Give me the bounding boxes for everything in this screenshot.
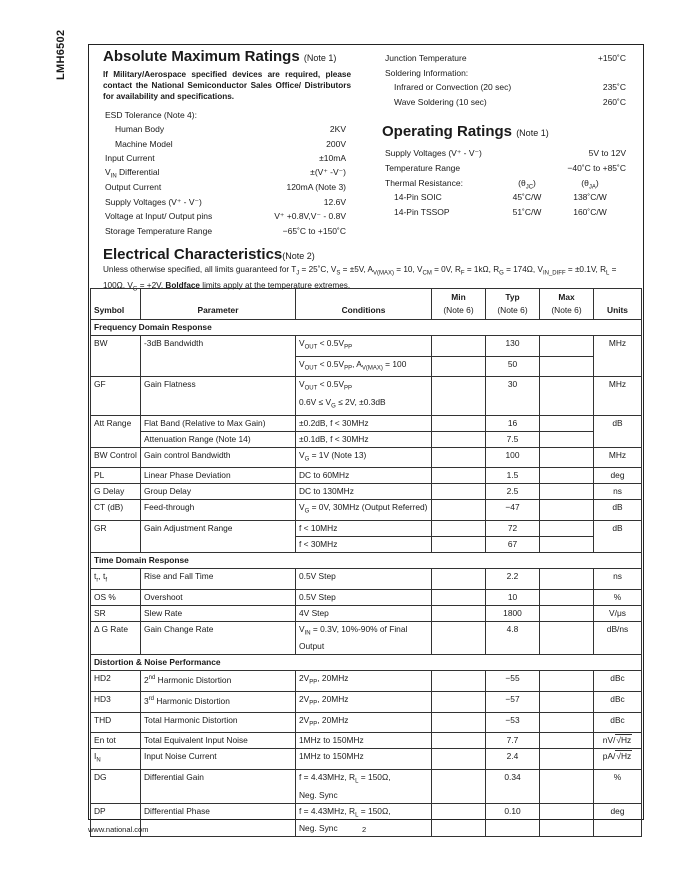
abs-max-title: Absolute Maximum Ratings (Note 1) [103, 48, 337, 65]
table-row: SR Slew Rate 4V Step 1800 V/μs [91, 605, 642, 621]
table-header-row [91, 289, 642, 320]
sqrt-symbol: √Hz [616, 751, 632, 762]
abs-row-machine-model: Machine Model 200V [115, 139, 346, 149]
header-typ: Typ (Note 6) [486, 289, 540, 320]
abs-row-human-body: Human Body 2KV [115, 124, 346, 134]
table-row: Attenuation Range (Note 14) ±0.1dB, f < 30MHz 7.5 [91, 431, 642, 447]
electrical-characteristics-table [90, 288, 642, 837]
op-row-thermal: Thermal Resistance: $(\theta_{JC})$ $(\theta_{JA})$ [385, 178, 599, 191]
sqrt-symbol: √Hz [616, 735, 632, 746]
section-row: Frequency Domain Response [91, 320, 642, 336]
op-row-supply: Supply Voltages (V⁺ - V⁻) 5V to 12V [385, 148, 626, 158]
header-symbol: Symbol [91, 289, 141, 320]
footer-website: www.national.com [88, 825, 149, 834]
op-ratings-title: Operating Ratings (Note 1) [382, 123, 549, 140]
op-row-tssop: 14-Pin TSSOP 51˚C/W 160˚C/W [394, 207, 607, 217]
soldering-label: Soldering Information: [385, 68, 469, 78]
table-row: DG Differential Gain f = 4.43MHz, $R_L = 150\Omega$, Neg. Sync 0.34 % [91, 770, 642, 804]
table-row: $t_r$, $t_f$ Rise and Fall Time 0.5V Step 2.2 ns [91, 569, 642, 590]
table-row: GR Gain Adjustment Range f < 10MHz 72 dB [91, 521, 642, 537]
header-parameter: Parameter [141, 289, 296, 320]
footer-page-number: 2 [362, 825, 367, 834]
table-row: BW Control Gain control Bandwidth $V_G = 1V$ (Note 13) 100 MHz [91, 447, 642, 468]
table-row: BW -3dB Bandwidth $V_{OUT} < 0.5V_{PP}$ 130 MHz [91, 336, 642, 357]
abs-row-wave: Wave Soldering (10 sec) 260˚C [394, 97, 626, 107]
header-min: Min (Note 6) [432, 289, 486, 320]
table-row: Δ G Rate Gain Change Rate $V_{IN} = 0.3V$, 10%-90% of Final Output 4.8 dB/ns [91, 621, 642, 655]
table-row: PL Linear Phase Deviation DC to 60MHz 1.5 deg [91, 468, 642, 484]
abs-row-output-current: Output Current 120mA (Note 3) [105, 182, 346, 192]
abs-row-storage: Storage Temperature Range −65˚C to +150˚C [105, 226, 346, 236]
table-row: G Delay Group Delay DC to 130MHz 2.5 ns [91, 484, 642, 500]
part-number-label: LMH6502 [55, 29, 67, 80]
header-units: Units [594, 289, 642, 320]
table-row: GF Gain Flatness $V_{OUT} < 0.5V_{PP}$ $0.6V \le V_G \le 2V$, ±0.3dB 30 MHz [91, 377, 642, 415]
section-row: Time Domain Response [91, 553, 642, 569]
op-row-temp: Temperature Range −40˚C to +85˚C [385, 163, 626, 173]
table-row: DP Differential Phase f = 4.43MHz, $R_L = 150\Omega$, Neg. Sync 0.10 deg [91, 803, 642, 837]
table-row: CT (dB) Feed-through $V_G = 0V$, 30MHz (Output Referred) −47 dB [91, 500, 642, 521]
table-row: $V_{OUT} < 0.5V_{PP}$, $A_{V(MAX)} = 100$ 50 [91, 356, 642, 377]
abs-row-infrared: Infrared or Convection (20 sec) 235˚C [394, 82, 626, 92]
abs-row-pins: Voltage at Input/ Output pins V⁺ +0.8V,V⁻ - 0.8V [105, 211, 346, 221]
abs-max-warning: If Military/Aerospace specified devices are required, please contact the National Semiconductor Sales Office/ Distributors for availability and specifications. [103, 70, 351, 101]
elec-title: Electrical Characteristics(Note 2) [103, 246, 315, 263]
table-row: Att Range Flat Band (Relative to Max Gain) ±0.2dB, f < 30MHz 16 dB [91, 415, 642, 431]
header-conditions: Conditions [296, 289, 432, 320]
table-row: f < 30MHz 67 [91, 537, 642, 553]
table-row: En tot Total Equivalent Input Noise 1MHz to 150MHz 7.7 nV/√Hz [91, 733, 642, 749]
abs-row-input-current: Input Current ±10mA [105, 153, 346, 163]
table-row: $I_N$ Input Noise Current 1MHz to 150MHz 2.4 pA/√Hz [91, 749, 642, 770]
table-row: THD Total Harmonic Distortion $2V_{PP}$, 20MHz −53 dBc [91, 712, 642, 733]
table-row: OS % Overshoot 0.5V Step 10 % [91, 589, 642, 605]
abs-row-vin-diff: $V_{IN}$ Differential ±(V⁺ -V⁻) [105, 167, 346, 180]
table-row: HD3 3rd Harmonic Distortion $2V_{PP}$, 20MHz −57 dBc [91, 692, 642, 713]
abs-row-junction: Junction Temperature +150˚C [385, 53, 626, 63]
table-row: HD2 2nd Harmonic Distortion $2V_{PP}$, 20MHz −55 dBc [91, 671, 642, 692]
esd-label: ESD Tolerance (Note 4): [105, 110, 197, 120]
header-max: Max (Note 6) [540, 289, 594, 320]
op-row-soic: 14-Pin SOIC 45˚C/W 138˚C/W [394, 192, 607, 202]
elec-intro: Unless otherwise specified, all limits guaranteed for $T_J$ = 25˚C, $V_S = \pm 5V$, $A_{V(MAX)} = 10$, $V_{CM} = 0V$, $R_F = 1k\Omega$, $R_G = 174\Omega$, $V_{IN\_DIFF} = \pm 0.1V$, $R_L = 100\Omega$, $V_G = +2V$. Boldface limits apply at the temperature extremes. [103, 265, 617, 293]
section-row: Distortion & Noise Performance [91, 655, 642, 671]
abs-row-supply: Supply Voltages (V⁺ - V⁻) 12.6V [105, 197, 346, 207]
